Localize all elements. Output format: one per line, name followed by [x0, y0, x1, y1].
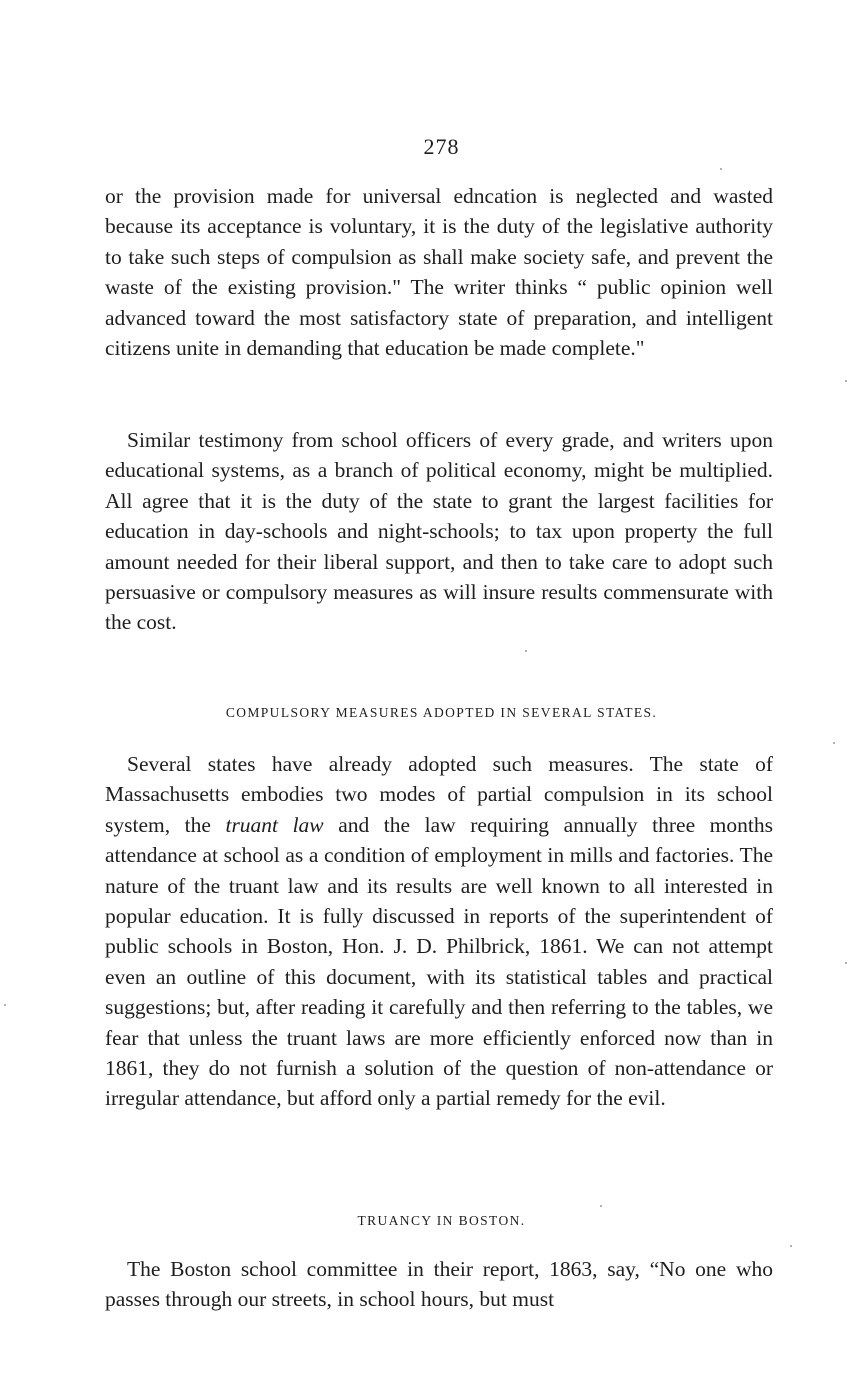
paragraph-text [105, 749, 773, 1114]
paragraph-text: Similar testimony from school officers of every grade, and writers upon educational systems, as a branch of political economy, might be multiplied. All agree that it is the duty of the state to grant the largest facilities for education in day-schools and night-schools; to tax upon property the full amount needed for their liberal support, and then to take care to adopt such persuasive or compulsory measures as will insure results commensurate with the cost. [105, 428, 773, 635]
paragraph-boston-committee [105, 1254, 773, 1315]
page-number: 278 [423, 134, 460, 159]
paper-speck [833, 742, 835, 744]
section-heading-truancy-boston: TRUANCY IN BOSTON. [357, 1213, 526, 1228]
section-heading-compulsory-measures: COMPULSORY MEASURES ADOPTED IN SEVERAL STATES. [225, 705, 658, 720]
paragraph-text-end: and the law requiring annually three months attendance at school as a condition of employment in mills and factories. The nature of the truant law and its results are well known to all interested in popular education. It is fully discussed in reports of the superintendent of public schools in Boston, Hon. J. D. Philbrick, 1861. We can not attempt even an outline of this document, with its statistical tables and practical suggestions; but, after reading it carefully and then referring to the tables, we fear that unless the truant laws are more efficiently enforced now than in 1861, they do not furnish a solution of the question of non-attendance or irregular attendance, but afford only a partial remedy for the evil. [105, 812, 773, 1111]
paragraph-text-start: Several states have already adopted such measures. The state of Massachusetts embodies two modes of partial compulsion in its school system, the [105, 752, 773, 837]
paper-speck [525, 650, 527, 652]
italic-term-truant-law: truant law [225, 812, 324, 837]
paragraph-several-states [105, 749, 773, 1114]
paper-speck [845, 380, 847, 382]
paper-speck [4, 1004, 6, 1006]
paragraph-text: or the provision made for universal edncation is neglected and wasted because its acceptance is voluntary, it is the duty of the legislative authority to take such steps of compulsion as shall make society safe, and prevent the waste of the existing provision." The writer thinks “ public opinion well advanced toward the most satisfactory state of preparation, and intelligent citizens unite in demanding that education be made complete." [105, 184, 773, 361]
paper-speck [600, 1205, 602, 1207]
paper-speck [720, 168, 722, 170]
paragraph-similar-testimony [105, 425, 773, 638]
paper-speck [790, 1245, 792, 1247]
paper-speck [845, 962, 847, 964]
paragraph-text: The Boston school committee in their report, 1863, say, “No one who passes through our streets, in school hours, but must [105, 1257, 773, 1312]
paragraph-continued [105, 181, 773, 363]
